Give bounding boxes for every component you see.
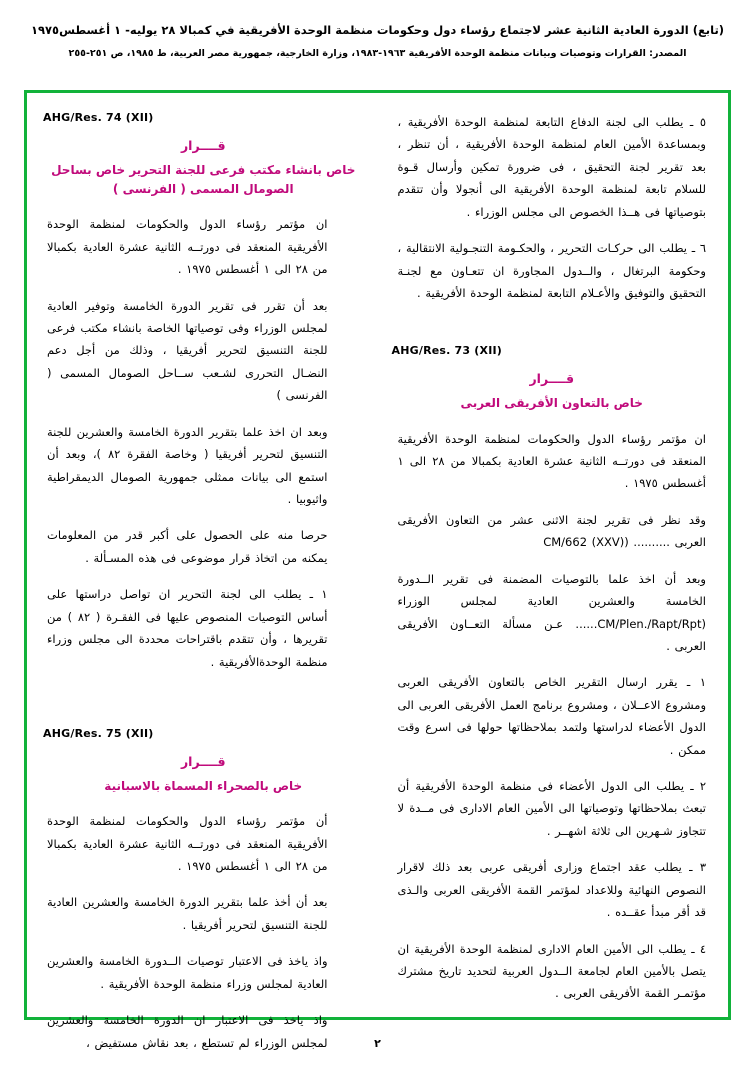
column-left	[43, 111, 364, 1050]
continued-item: ٦ ـ يطلب الى حركـات التحرير ، والحكـومة التنجـولية الانتقالية ، وحكومة البرتغال ، والــدول المجاورة ان تتعـاون مع لجنـة التحقيق والتوفيق والأعـلام التابعة لمنظمة الوحدة الأفريقية .	[397, 241, 706, 300]
resolution-subject: خاص بالتعاون الأفريقى العربى	[460, 396, 643, 411]
resolution-paragraph: وقد نظر فى تقرير لجنة الاثنى عشر من التعاون الأفريقى العربى .......... (CM/662 (XXV)	[397, 512, 706, 550]
header-title: (تابع) الدورة العادية الثانية عشر لاجتماع رؤساء دول وحكومات منظمة الوحدة الأفريقية في كمبالا ٢٨ يوليه- ١ أغسطس١٩٧٥	[30, 23, 725, 37]
resolution-paragraph: واذ ياخذ فى الاعتبار توصيات الــدورة الخامسة والعشرين العادية لمجلس وزراء منظمة الوحدة الأفريقية .	[47, 954, 328, 991]
resolution-subject: خاص بالصحراء المسماة بالاسبانية	[104, 778, 303, 793]
resolution-paragraph: ٣ ـ يطلب عقد اجتماع وزارى أفريقى عربى بعد ذلك لاقرار النصوص النهائية وللاعداد لمؤتمر القمة الأفريقى العربى والـذى قد أقر مبدأ عقــده .	[397, 860, 706, 920]
spacer	[43, 687, 364, 727]
resolution-paragraph: بعد أن تقرر فى تقرير الدورة الخامسة وتوفير العادية لمجلس الوزراء وفى توصياتها الخاصة بانشاء مكتب فرعى للجنة التنسيق لتحرير أفريقيا ، وذلك من أجل دعم النضـال التحررى لشـعب ســاحل الصومال المسمى ( الفرنسى )	[47, 298, 328, 403]
resolution-paragraph: بعد أن أخذ علما بتقرير الدورة الخامسة والعشرين العادية للجنة التنسيق لتحرير أفريقيا .	[47, 895, 328, 932]
resolution-keyword: قــــرار	[180, 138, 226, 153]
resolution-paragraph: ان مؤتمر رؤساء الدول والحكومات لمنظمة الوحدة الأفريقية المنعقد فى دورتــه الثانية عشرة العادية بكمبالا من ٢٨ الى ١ أغسطس ١٩٧٥ .	[47, 217, 328, 277]
resolution-paragraph: أن مؤتمر رؤساء الدول والحكومات لمنظمة الوحدة الأفريقية المنعقد فى دورتــه الثانية عشرة العادية بكمبالا من ٢٨ الى ١ أغسطس ١٩٧٥ .	[47, 814, 328, 873]
resolution-subject: خاص بانشاء مكتب فرعى للجنة التحرير خاص بساحل الصومال المسمى ( الفرنسى )	[51, 163, 356, 197]
resolution-id: AHG/Res. 75 (XII)	[43, 726, 154, 740]
resolution-paragraph: وبعد ان اخذ علما بتقرير الدورة الخامسة والعشرين للجنة التنسيق لتحرير أفريقيا ( وخاصة الفقرة ٨٢ )، وبعد أن استمع الى بيانات ممثلى جمهورية الصومال الديمقراطية واثيوبيا .	[47, 424, 328, 507]
header-source: المصدر: القرارات وتوصيات وبيانات منظمة الوحدة الأفريقية ١٩٦٣-١٩٨٣، وزارة الخارجية، جمهورية مصر العربية، ط ١٩٨٥، ص ٢٥١-٢٥٥	[68, 48, 687, 60]
two-column-body	[43, 111, 712, 1050]
resolution-paragraph: ٢ ـ يطلب الى الدول الأعضاء فى منظمة الوحدة الأفريقية أن تبعث بملاحظاتها وتوصياتها الى الأمين العام الادارى فى مــدة لا تتجاوز شـهرين الى ثلاثة اشهــر .	[397, 779, 706, 838]
resolution-id: AHG/Res. 74 (XII)	[43, 111, 154, 124]
resolution-paragraph: ٤ ـ يطلب الى الأمين العام الادارى لمنظمة الوحدة الأفريقية ان يتصل بالأمين العام لجامعة الــدول العربية لتحديد تاريخ مشترك مؤتمـر القمة الأفريقى العربى .	[397, 941, 706, 1001]
content-frame	[24, 90, 731, 1050]
resolution-paragraph: حرصا منه على الحصول على أكبر قدر من المعلومات يمكنه من اتخاذ قرار موضوعى فى هذه المسـألة .	[47, 528, 328, 565]
column-right	[392, 111, 713, 1005]
resolution-keyword: قــــرار	[180, 753, 226, 769]
resolution-paragraph: ١ ـ يطلب الى لجنة التحرير ان تواصل دراستها على أساس التوصيات المنصوص عليها فى الفقـرة ( ٨٢ ) من تقريرها ، وأن تتقدم باقتراحات محددة الى مجلس وزراء منظمة الوحدةالأفريقية .	[47, 587, 328, 669]
resolution-id: AHG/Res. 73 (XII)	[391, 344, 503, 358]
resolution-paragraph: وبعد أن اخذ علما بالتوصيات المضمنة فى تقرير الــدورة الخامسة والعشرين العادية لمجلس الوزراء (CM/Plen./Rapt/Rpt...... عـن مسألة التعــاون الأفريقى العربى .	[397, 571, 706, 653]
page-number: ٢	[374, 1037, 381, 1050]
continued-item: ٥ ـ يطلب الى لجنة الدفاع التابعة لمنظمة الوحدة الأفريقية ، وبمساعدة الأمين العام لمنظمة الوحدة الأفريقية ، أن تنظر ، بعد تقرير لجنة التحقيق ، فى ضرورة تمكين وأرسال قـوة للسلام تابعة لمنظمة الوحدة الأفريقية الى أنجولا وأن تتقدم بتوصياتها فى هــذا الخصوص الى مجلس الوزراء .	[397, 115, 706, 219]
resolution-paragraph: واذ ياخذ فى الاعتبار ان الدورة الخامسة والعشرين لمجلس الوزراء لم تستطع ، بعد نقاش مستفيض ،	[47, 1013, 328, 1050]
resolution-paragraph: ١ ـ يقرر ارسال التقرير الخاص بالتعاون الأفريقى العربى ومشروع الاعــلان ، ومشروع برنامج العمل الأفريقى العربى الى الدول الأعضاء لدراستها ولتمد بملاحظاتها حولها فى اسرع وقت ممكن .	[397, 675, 706, 757]
spacer	[392, 318, 713, 344]
resolution-paragraph: ان مؤتمر رؤساء الدول والحكومات لمنظمة الوحدة الأفريقية المنعقد فى دورتــه الثانية عشرة العادية بكمبالا من ٢٨ الى ١ أغسطس ١٩٧٥ .	[397, 431, 706, 491]
page-header	[0, 22, 755, 61]
resolution-keyword: قــــرار	[529, 371, 575, 387]
